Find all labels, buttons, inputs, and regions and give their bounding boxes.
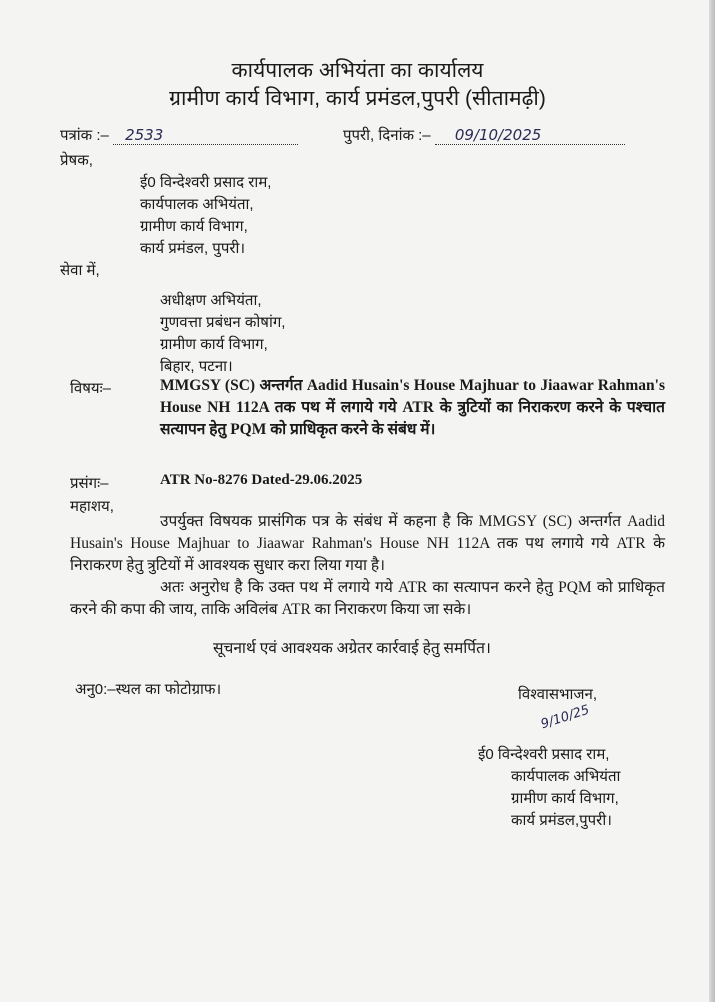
sender-line: ई0 विन्देश्वरी प्रसाद राम, — [140, 174, 272, 191]
sender-line: कार्यपालक अभियंता, — [140, 196, 254, 213]
sender-line: कार्य प्रमंडल, पुपरी। — [140, 240, 246, 257]
signatory-line: कार्य प्रमंडल,पुपरी। — [511, 812, 612, 829]
letter-number-label: पत्रांक :– — [60, 127, 109, 144]
body-paragraph-1: उपर्युक्त विषयक प्रासंगिक पत्र के संबंध में कहना है कि MMGSY (SC) अन्तर्गत Aadid Husain's House Majhuar to Jiaawar Rahman's House NH 112A तक पथ लगाये गये ATR के निराकरण हेतु त्रुटियों में आवश्यक सुधार करा लिया गया है। — [70, 513, 665, 574]
sender-line: ग्रामीण कार्य विभाग, — [140, 218, 248, 235]
letter-number — [60, 125, 298, 145]
sender-address — [140, 172, 271, 260]
office-title: कार्यपालक अभियंता का कार्यालय — [231, 59, 484, 82]
department-title: ग्रामीण कार्य विभाग, कार्य प्रमंडल,पुपरी (सीतामढ़ी) — [169, 87, 546, 110]
handwritten-signature — [538, 701, 591, 734]
signatory-line: कार्यपालक अभियंता — [511, 768, 621, 785]
sender-label: प्रेषक, — [60, 152, 93, 169]
signatory-line: ई0 विन्देश्वरी प्रसाद राम, — [478, 746, 610, 763]
body-paragraph-2: अतः अनुरोध है कि उक्त पथ में लगाये गये ATR का सत्यापन करने हेतु PQM को प्राधिकृत करने की कपा की जाय, ताकि अविलंब ATR का निराकरण किया जा सके। — [70, 579, 665, 618]
recipient-line: अधीक्षण अभियंता, — [160, 292, 262, 309]
recipient-address — [160, 290, 285, 378]
enclosure: अनु0:–स्थल का फोटोग्राफ। — [75, 681, 222, 698]
valediction: विश्वासभाजन, — [518, 686, 598, 703]
recipient-line: बिहार, पटना। — [160, 358, 233, 375]
subject-text: MMGSY (SC) अन्तर्गत Aadid Husain's House Majhuar to Jiaawar Rahman's House NH 112A तक पथ में लगाये गये ATR के त्रुटियों का निराकरण करने के पश्चात सत्यापन हेतु PQM को प्राधिकृत करने के संबंध में। — [160, 377, 665, 438]
reference-text: ATR No-8276 Dated-29.06.2025 — [160, 472, 363, 488]
recipient-line: गुणवत्ता प्रबंधन कोषांग, — [160, 314, 286, 331]
letter-date-label: पुपरी, दिनांक :– — [343, 127, 431, 144]
recipient-line: ग्रामीण कार्य विभाग, — [160, 336, 268, 353]
letter-date-value: 09/10/2025 — [454, 126, 542, 144]
closing-line: सूचनार्थ एवं आवश्यक अग्रेतर कार्रवाई हेतु समर्पित। — [213, 640, 491, 657]
signatory-line: ग्रामीण कार्य विभाग, — [511, 790, 619, 807]
signature-date: 9/10/25 — [539, 702, 592, 733]
letter-number-value: 2533 — [125, 126, 164, 144]
subject-label: विषयः– — [70, 380, 111, 397]
page-edge-shadow — [709, 0, 715, 1002]
reference-label: प्रसंगः– — [70, 475, 109, 492]
recipient-label: सेवा में, — [60, 262, 100, 279]
signatory-block — [478, 744, 620, 832]
salutation: महाशय, — [70, 498, 114, 515]
letter-date — [343, 125, 625, 145]
